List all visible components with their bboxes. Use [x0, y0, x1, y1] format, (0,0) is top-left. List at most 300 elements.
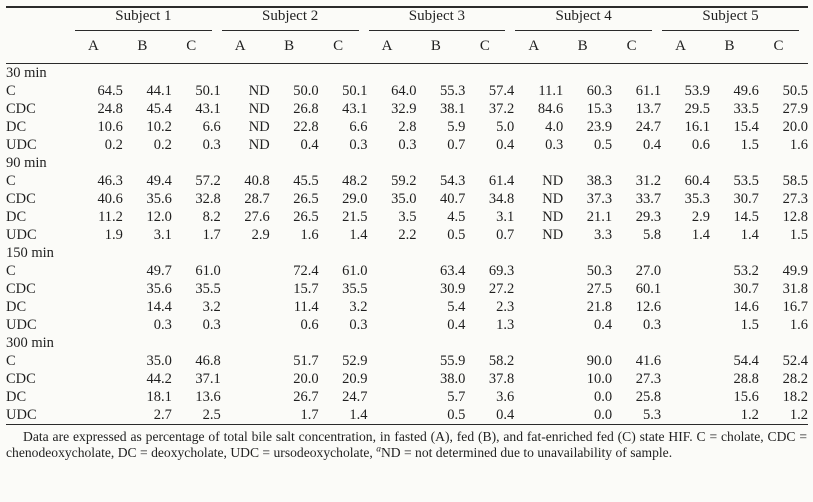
table-cell: 13.7 [635, 101, 662, 117]
table-cell: 33.7 [635, 191, 662, 207]
row-label: C [6, 173, 16, 189]
table-cell [661, 370, 710, 388]
table-cell: 1.4 [349, 407, 368, 423]
data-row [6, 280, 808, 298]
table-cell [661, 298, 710, 316]
subject-header-4 [514, 8, 661, 31]
row-label: CDC [6, 191, 36, 207]
table-cell: 0.5 [447, 227, 466, 243]
table-cell: 15.3 [586, 101, 613, 117]
table-cell: 26.5 [293, 209, 319, 225]
table-cell: ND [542, 173, 564, 189]
table-cell: 28.7 [244, 191, 270, 207]
table-cell [368, 388, 417, 406]
table-cell: 38.0 [440, 371, 466, 387]
table-cell: ND [542, 209, 564, 225]
table-cell: 1.6 [789, 137, 808, 153]
table-cell: 61.0 [342, 263, 368, 279]
table-cell: 12.0 [146, 209, 172, 225]
table-cell: 34.8 [488, 191, 515, 207]
table-cell: 1.4 [740, 227, 759, 243]
data-row [6, 352, 808, 370]
table-cell: 3.3 [594, 227, 613, 243]
table-cell: 11.1 [538, 83, 564, 99]
table-cell: 3.1 [153, 227, 172, 243]
row-label: DC [6, 119, 27, 135]
table-cell: 45.5 [293, 173, 319, 189]
table-header [6, 8, 808, 64]
footnote-text-1: Data are expressed as percentage of total bile salt concentration, in fasted (A), fed (B), and fat-enriched fed (C) state HIF. C = cholate, CDC = chenodeoxycholate, DC = deoxycholate, UDC = ursodeoxycholate, [6, 429, 807, 460]
table-body [6, 64, 808, 425]
table-cell: 21.5 [342, 209, 368, 225]
table-cell: 4.0 [545, 119, 564, 135]
subject-header-label: Subject 5 [662, 8, 799, 31]
table-cell: 14.4 [146, 299, 172, 315]
table-cell: 54.4 [733, 353, 759, 369]
row-label: CDC [6, 371, 36, 387]
table-cell: 14.5 [733, 209, 759, 225]
table-cell: 0.4 [496, 137, 515, 153]
data-row [6, 82, 808, 100]
table-cell: 1.4 [349, 227, 368, 243]
table-cell: 0.3 [349, 137, 368, 153]
subcolumn-header-b: B [710, 31, 759, 64]
data-row [6, 298, 808, 316]
table-cell: 29.3 [635, 209, 662, 225]
table-cell: 44.2 [146, 371, 172, 387]
table-cell: 2.9 [251, 227, 270, 243]
footnote-text-2: ND = not determined due to unavailability of sample. [380, 445, 673, 460]
subcolumn-header-c: C [172, 31, 221, 64]
row-label: UDC [6, 227, 37, 243]
table-cell: 51.7 [293, 353, 319, 369]
table-cell: 0.3 [202, 137, 221, 153]
table-cell: 40.8 [244, 173, 270, 189]
table-cell [74, 298, 123, 316]
table-cell: 38.3 [586, 173, 613, 189]
table-cell: 20.0 [782, 119, 808, 135]
table-cell: 12.6 [635, 299, 662, 315]
table-cell: 37.2 [488, 101, 515, 117]
table-cell: 14.6 [733, 299, 759, 315]
data-row [6, 172, 808, 190]
table-cell: 50.0 [293, 83, 319, 99]
table-cell: 5.7 [447, 389, 466, 405]
table-cell: 52.9 [342, 353, 368, 369]
subject-header-label: Subject 2 [222, 8, 359, 31]
table-cell: 6.6 [349, 119, 368, 135]
data-row [6, 388, 808, 406]
table-cell [661, 262, 710, 280]
table-cell: ND [542, 191, 564, 207]
table-cell: 27.2 [488, 281, 515, 297]
table-cell: 37.8 [488, 371, 515, 387]
row-label: DC [6, 209, 27, 225]
table-cell [661, 280, 710, 298]
subject-header-1 [74, 8, 221, 31]
row-label: UDC [6, 137, 37, 153]
section-time-label: 90 min [6, 155, 47, 171]
table-cell: ND [542, 227, 564, 243]
table-cell [74, 406, 123, 424]
table-cell [368, 298, 417, 316]
table-cell [221, 388, 270, 406]
table-cell: 5.9 [447, 119, 466, 135]
table-cell: 5.0 [496, 119, 515, 135]
table-cell: ND [248, 137, 270, 153]
data-row [6, 370, 808, 388]
table-cell: 0.7 [496, 227, 515, 243]
table-cell: 35.5 [195, 281, 221, 297]
table-cell: 15.4 [733, 119, 759, 135]
table-cell: 10.2 [146, 119, 172, 135]
table-cell: 84.6 [537, 101, 564, 117]
table-cell [221, 280, 270, 298]
table-cell: 3.5 [398, 209, 417, 225]
row-label: CDC [6, 101, 36, 117]
table-cell: 0.0 [594, 389, 613, 405]
table-cell: 55.3 [440, 83, 466, 99]
table-cell: 60.3 [586, 83, 613, 99]
table-cell: 27.6 [244, 209, 270, 225]
table-cell: 35.0 [146, 353, 172, 369]
table-cell: 20.0 [293, 371, 319, 387]
table-cell: 24.7 [635, 119, 662, 135]
data-row [6, 226, 808, 244]
table-cell: 1.3 [496, 317, 515, 333]
table-cell [661, 352, 710, 370]
table-cell: 49.7 [146, 263, 172, 279]
section-row [6, 244, 808, 262]
table-cell: 50.1 [342, 83, 368, 99]
table-cell: 0.6 [300, 317, 319, 333]
subcolumn-header-b: B [416, 31, 465, 64]
table-cell: 2.9 [691, 209, 710, 225]
corner-spacer [6, 31, 74, 64]
table-cell: 35.3 [684, 191, 710, 207]
table-cell: 31.2 [635, 173, 662, 189]
row-label: UDC [6, 407, 37, 423]
table-cell: 59.2 [391, 173, 417, 189]
table-cell: 0.4 [594, 317, 613, 333]
table-cell: 40.7 [440, 191, 466, 207]
table-cell: 46.3 [97, 173, 123, 189]
table-cell: 20.9 [342, 371, 368, 387]
table-cell: 1.6 [300, 227, 319, 243]
table-cell: 61.4 [488, 173, 515, 189]
table-cell: 6.6 [202, 119, 221, 135]
table-cell: 50.3 [586, 263, 613, 279]
section-time-label: 300 min [6, 335, 54, 351]
subcolumn-header-b: B [270, 31, 319, 64]
table-cell: 35.5 [342, 281, 368, 297]
table-cell: ND [248, 83, 270, 99]
table-cell: 32.9 [391, 101, 417, 117]
table-cell [368, 406, 417, 424]
table-cell: 1.5 [740, 317, 759, 333]
table-cell: 5.4 [447, 299, 466, 315]
table-cell: 1.2 [740, 407, 759, 423]
table-cell: 15.6 [733, 389, 759, 405]
table-cell: 0.4 [642, 137, 662, 153]
table-cell: 2.2 [398, 227, 417, 243]
row-label: DC [6, 389, 27, 405]
table-cell: 2.7 [153, 407, 172, 423]
table-cell: 43.1 [342, 101, 368, 117]
table-cell: 53.5 [733, 173, 759, 189]
table-cell [514, 262, 563, 280]
table-cell [368, 262, 417, 280]
row-label: UDC [6, 317, 37, 333]
table-cell: 2.8 [398, 119, 417, 135]
table-cell [368, 370, 417, 388]
table-cell: 10.6 [97, 119, 123, 135]
table-cell [514, 388, 563, 406]
table-cell: 5.3 [642, 407, 662, 423]
table-cell: 46.8 [195, 353, 221, 369]
table-cell: 0.2 [104, 137, 123, 153]
table-cell: ND [248, 119, 270, 135]
table-cell: 35.0 [391, 191, 417, 207]
footnote-superscript-a: a [376, 444, 381, 455]
table-cell: 30.7 [733, 281, 759, 297]
bile-salt-table [6, 8, 808, 424]
table-cell: 23.9 [586, 119, 613, 135]
table-cell [661, 316, 710, 334]
table-cell: 1.9 [104, 227, 123, 243]
table-cell: 58.2 [488, 353, 515, 369]
data-row [6, 406, 808, 424]
table-footnote [6, 429, 807, 461]
table-cell: 27.3 [782, 191, 808, 207]
table-cell: 54.3 [440, 173, 466, 189]
table-cell: 41.6 [635, 353, 662, 369]
subcolumn-header-row [6, 31, 808, 64]
table-cell [514, 280, 563, 298]
table-cell: 0.6 [691, 137, 710, 153]
table-cell [74, 352, 123, 370]
subcolumn-header-c: C [465, 31, 514, 64]
table-cell: 35.6 [146, 281, 172, 297]
subcolumn-header-a: A [661, 31, 710, 64]
section-time-label: 30 min [6, 65, 47, 81]
table-cell: 48.2 [342, 173, 368, 189]
table-cell [74, 388, 123, 406]
table-cell: 60.4 [684, 173, 710, 189]
data-row [6, 136, 808, 154]
table-cell: 26.8 [293, 101, 319, 117]
row-label: CDC [6, 281, 36, 297]
subcolumn-header-a: A [514, 31, 563, 64]
table-cell: 33.5 [733, 101, 759, 117]
table-cell: 49.4 [146, 173, 172, 189]
table-cell: 30.7 [733, 191, 759, 207]
table-cell: 0.3 [642, 317, 662, 333]
table-cell: 61.0 [195, 263, 221, 279]
table-cell [221, 352, 270, 370]
table-cell [74, 370, 123, 388]
table-cell: 0.3 [202, 317, 221, 333]
table-cell: 16.1 [684, 119, 710, 135]
table-cell [514, 352, 563, 370]
subcolumn-header-b: B [123, 31, 172, 64]
table-cell: 4.5 [447, 209, 466, 225]
table-cell: 28.8 [733, 371, 759, 387]
table-cell: 35.6 [146, 191, 172, 207]
corner-spacer [6, 8, 74, 31]
section-row [6, 64, 808, 83]
table-cell: 21.1 [586, 209, 613, 225]
table-cell: 0.3 [349, 317, 368, 333]
table-cell: 64.5 [97, 83, 123, 99]
table-cell: 3.6 [496, 389, 515, 405]
table-cell [74, 316, 123, 334]
table-cell: 32.8 [195, 191, 221, 207]
subcolumn-header-a: A [74, 31, 123, 64]
table-cell: 50.1 [195, 83, 221, 99]
table-cell: 0.2 [153, 137, 172, 153]
data-row [6, 316, 808, 334]
table-cell: 0.5 [447, 407, 466, 423]
table-cell: 11.2 [98, 209, 123, 225]
table-cell: 63.4 [440, 263, 466, 279]
table-cell: 22.8 [293, 119, 319, 135]
table-cell [221, 298, 270, 316]
subcolumn-header-a: A [368, 31, 417, 64]
table-cell [221, 370, 270, 388]
table-cell: 55.9 [440, 353, 466, 369]
table-bottom-rule [6, 424, 808, 425]
table-cell: 57.4 [488, 83, 515, 99]
table-cell [74, 280, 123, 298]
table-cell: 1.2 [789, 407, 808, 423]
table-cell: 0.3 [153, 317, 172, 333]
table-cell: 52.4 [782, 353, 808, 369]
section-time-label: 150 min [6, 245, 54, 261]
table-cell: 0.4 [447, 317, 466, 333]
table-cell: 29.0 [342, 191, 368, 207]
subcolumn-header-b: B [563, 31, 612, 64]
table-cell: 29.5 [684, 101, 710, 117]
table-cell: 1.5 [740, 137, 759, 153]
table-cell: 26.5 [293, 191, 319, 207]
subcolumn-header-c: C [319, 31, 368, 64]
table-cell: 1.5 [789, 227, 808, 243]
data-row [6, 262, 808, 280]
table-cell [221, 262, 270, 280]
table-cell: 40.6 [97, 191, 123, 207]
row-label: C [6, 83, 16, 99]
table-cell [221, 316, 270, 334]
table-cell: 27.5 [586, 281, 613, 297]
table-cell: 27.3 [635, 371, 662, 387]
table-cell: 21.8 [586, 299, 613, 315]
table-cell: 30.9 [440, 281, 466, 297]
table-cell: 45.4 [146, 101, 172, 117]
table-cell: 0.0 [594, 407, 613, 423]
table-cell: 26.7 [293, 389, 319, 405]
table-cell: ND [248, 101, 270, 117]
subject-header-row [6, 8, 808, 31]
table-cell: 15.7 [293, 281, 319, 297]
table-cell [221, 406, 270, 424]
table-cell: 53.9 [684, 83, 710, 99]
row-label: C [6, 263, 16, 279]
table-cell [514, 316, 563, 334]
table-cell: 49.9 [782, 263, 808, 279]
table-cell [368, 280, 417, 298]
table-cell: 0.7 [447, 137, 466, 153]
subject-header-label: Subject 4 [515, 8, 652, 31]
table-cell: 5.8 [642, 227, 662, 243]
data-row [6, 190, 808, 208]
subcolumn-header-c: C [612, 31, 661, 64]
data-row [6, 118, 808, 136]
table-cell: 10.0 [586, 371, 613, 387]
table-cell: 1.7 [300, 407, 319, 423]
subject-header-5 [661, 8, 808, 31]
table-cell: 18.1 [146, 389, 172, 405]
table-cell: 0.3 [398, 137, 417, 153]
table-cell: 2.3 [496, 299, 515, 315]
row-label: DC [6, 299, 27, 315]
table-cell: 90.0 [586, 353, 613, 369]
table-cell [514, 406, 563, 424]
table-cell: 13.6 [195, 389, 221, 405]
table-cell: 8.2 [202, 209, 221, 225]
subject-header-3 [368, 8, 515, 31]
table-cell: 1.4 [691, 227, 710, 243]
table-cell: 60.1 [635, 281, 662, 297]
table-cell: 44.1 [146, 83, 172, 99]
table-cell [74, 262, 123, 280]
table-cell: 25.8 [635, 389, 662, 405]
table-cell: 27.9 [782, 101, 808, 117]
table-cell: 58.5 [782, 173, 808, 189]
table-cell [368, 352, 417, 370]
table-cell: 1.7 [202, 227, 221, 243]
table-cell: 53.2 [733, 263, 759, 279]
row-label: C [6, 353, 16, 369]
table-cell: 1.6 [789, 317, 808, 333]
table-cell: 72.4 [293, 263, 319, 279]
table-cell [368, 316, 417, 334]
data-row [6, 208, 808, 226]
table-cell: 38.1 [440, 101, 466, 117]
subcolumn-header-c: C [759, 31, 808, 64]
table-cell: 61.1 [635, 83, 662, 99]
table-cell: 0.5 [594, 137, 613, 153]
table-cell [661, 406, 710, 424]
table-cell: 43.1 [195, 101, 221, 117]
table-cell: 64.0 [391, 83, 417, 99]
table-cell: 69.3 [488, 263, 515, 279]
table-cell: 57.2 [195, 173, 221, 189]
subject-header-label: Subject 1 [75, 8, 212, 31]
table-cell: 3.2 [202, 299, 221, 315]
table-cell: 49.6 [733, 83, 759, 99]
table-cell: 2.5 [202, 407, 221, 423]
table-cell: 11.4 [293, 299, 319, 315]
table-cell: 37.3 [586, 191, 613, 207]
table-cell: 31.8 [782, 281, 808, 297]
table-cell: 3.1 [496, 209, 515, 225]
subcolumn-header-a: A [221, 31, 270, 64]
table-cell: 50.5 [782, 83, 808, 99]
section-row [6, 154, 808, 172]
table-cell: 0.3 [545, 137, 564, 153]
table-cell: 16.7 [782, 299, 808, 315]
